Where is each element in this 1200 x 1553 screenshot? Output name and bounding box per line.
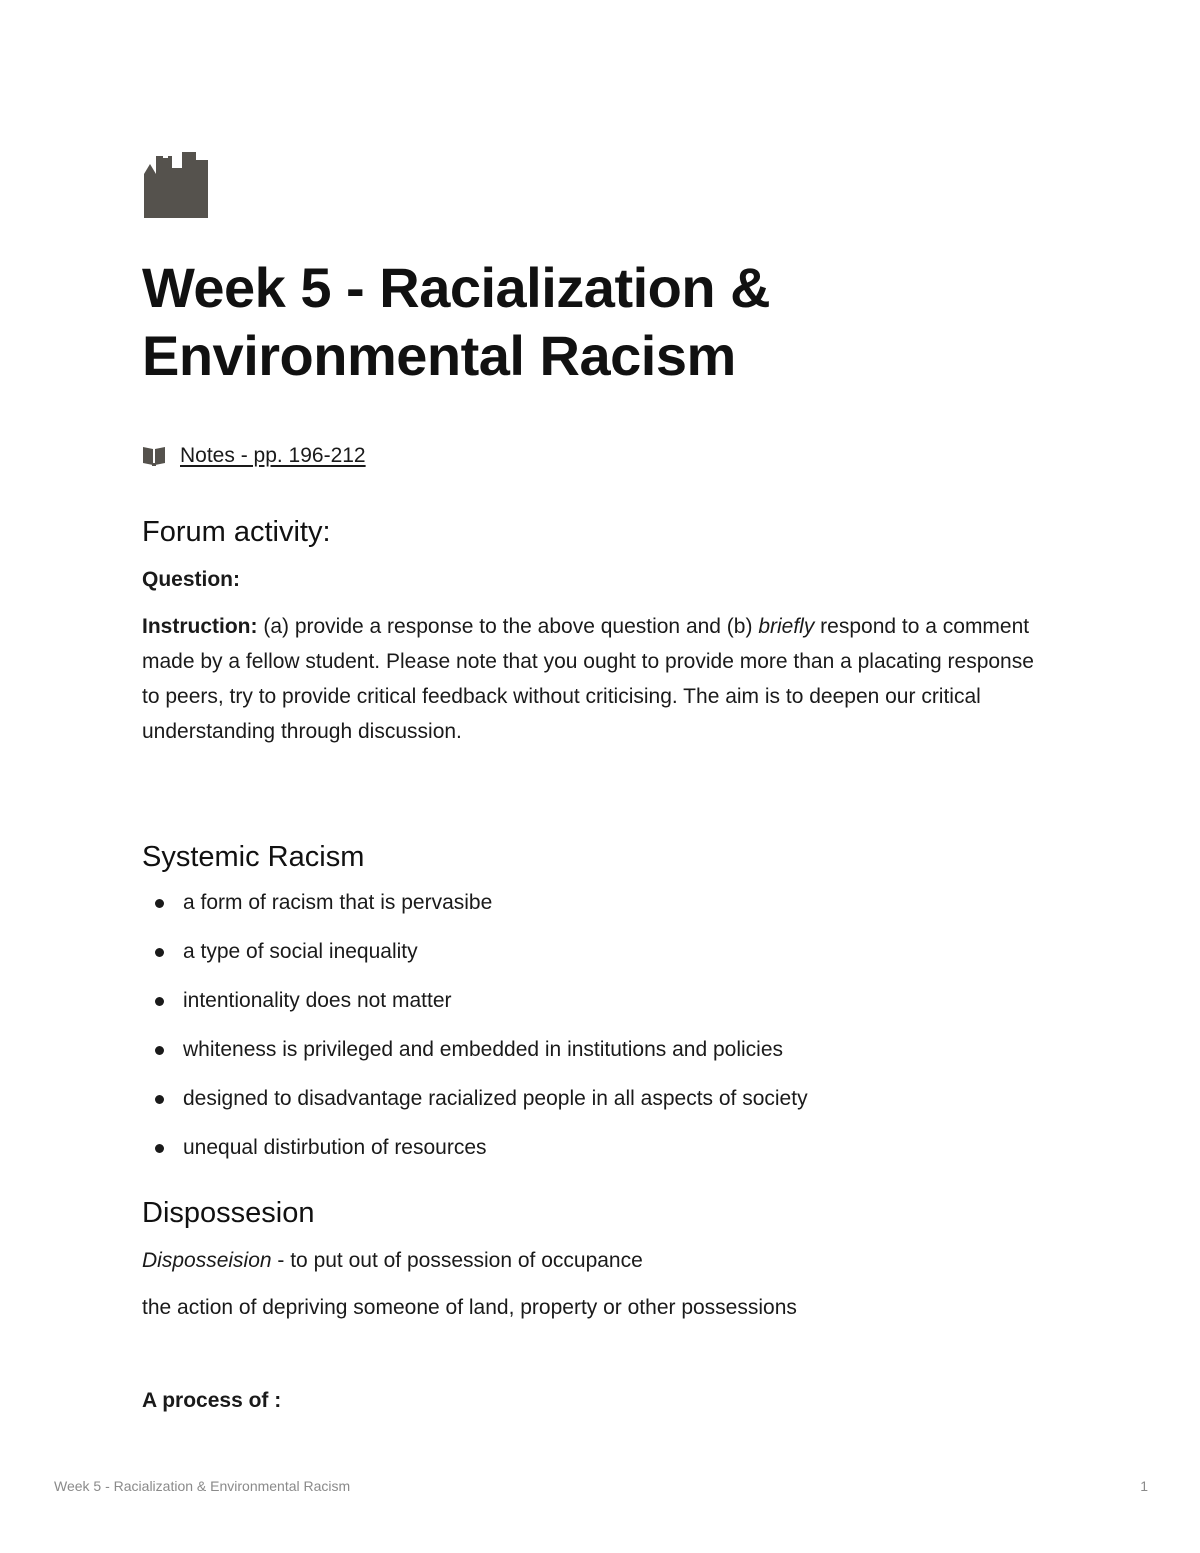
systemic-racism-heading: Systemic Racism bbox=[142, 841, 365, 873]
list-item bbox=[142, 1081, 1052, 1116]
bullet-dot-icon bbox=[155, 948, 164, 957]
forum-activity-heading: Forum activity: bbox=[142, 516, 331, 548]
dispossession-definition bbox=[142, 1243, 1052, 1278]
dispossession-definition-text: - to put out of possession of occupance bbox=[271, 1249, 643, 1272]
systemic-racism-list bbox=[142, 885, 1052, 1165]
page-footer bbox=[54, 1478, 1148, 1494]
list-item-text: whiteness is privileged and embedded in institutions and policies bbox=[183, 1038, 784, 1061]
footer-page-number: 1 bbox=[1140, 1478, 1148, 1494]
process-label: A process of : bbox=[142, 1389, 282, 1412]
open-book-icon bbox=[142, 445, 166, 467]
instruction-label: Instruction: bbox=[142, 615, 258, 638]
dispossession-term: Disposseision bbox=[142, 1249, 272, 1272]
dispossession-heading: Dispossesion bbox=[142, 1197, 315, 1229]
list-item bbox=[142, 983, 1052, 1018]
list-item-text: intentionality does not matter bbox=[183, 989, 452, 1012]
notes-page-link[interactable]: Notes - pp. 196-212 bbox=[180, 444, 366, 467]
bullet-dot-icon bbox=[155, 1095, 164, 1104]
list-item bbox=[142, 934, 1052, 969]
bullet-dot-icon bbox=[155, 899, 164, 908]
notes-link-row[interactable] bbox=[142, 442, 1052, 470]
list-item-text: a form of racism that is pervasibe bbox=[183, 891, 493, 914]
list-item bbox=[142, 1130, 1052, 1165]
list-item bbox=[142, 885, 1052, 920]
dispossession-action-text: the action of depriving someone of land, property or other possessions bbox=[142, 1296, 797, 1319]
page-title-line1: Week 5 - Racialization & bbox=[142, 256, 771, 319]
instruction-text-part2: respond to a comment made by a fellow student. Please note that you ought to provide more than a placating response to peers, try to provide critical feedback without criticising. The aim is to deepen our critical understanding through discussion. bbox=[142, 615, 1034, 743]
instruction-text-part1: (a) provide a response to the above question and (b) bbox=[257, 615, 759, 638]
instruction-emphasis: briefly bbox=[758, 615, 815, 638]
list-item-text: designed to disadvantage racialized people in all aspects of society bbox=[183, 1087, 808, 1110]
bullet-dot-icon bbox=[155, 1046, 164, 1055]
list-item-text: a type of social inequality bbox=[183, 940, 418, 963]
instruction-paragraph bbox=[142, 609, 1052, 749]
list-item bbox=[142, 1032, 1052, 1067]
page-content bbox=[142, 150, 1052, 1418]
question-label: Question: bbox=[142, 568, 240, 591]
page-title-line2: Environmental Racism bbox=[142, 324, 736, 387]
footer-doc-title: Week 5 - Racialization & Environmental Racism bbox=[54, 1478, 351, 1494]
bullet-dot-icon bbox=[155, 997, 164, 1006]
list-item-text: unequal distirbution of resources bbox=[183, 1136, 487, 1159]
page-title bbox=[142, 254, 1052, 390]
city-skyline-icon bbox=[142, 150, 210, 218]
bullet-dot-icon bbox=[155, 1144, 164, 1153]
